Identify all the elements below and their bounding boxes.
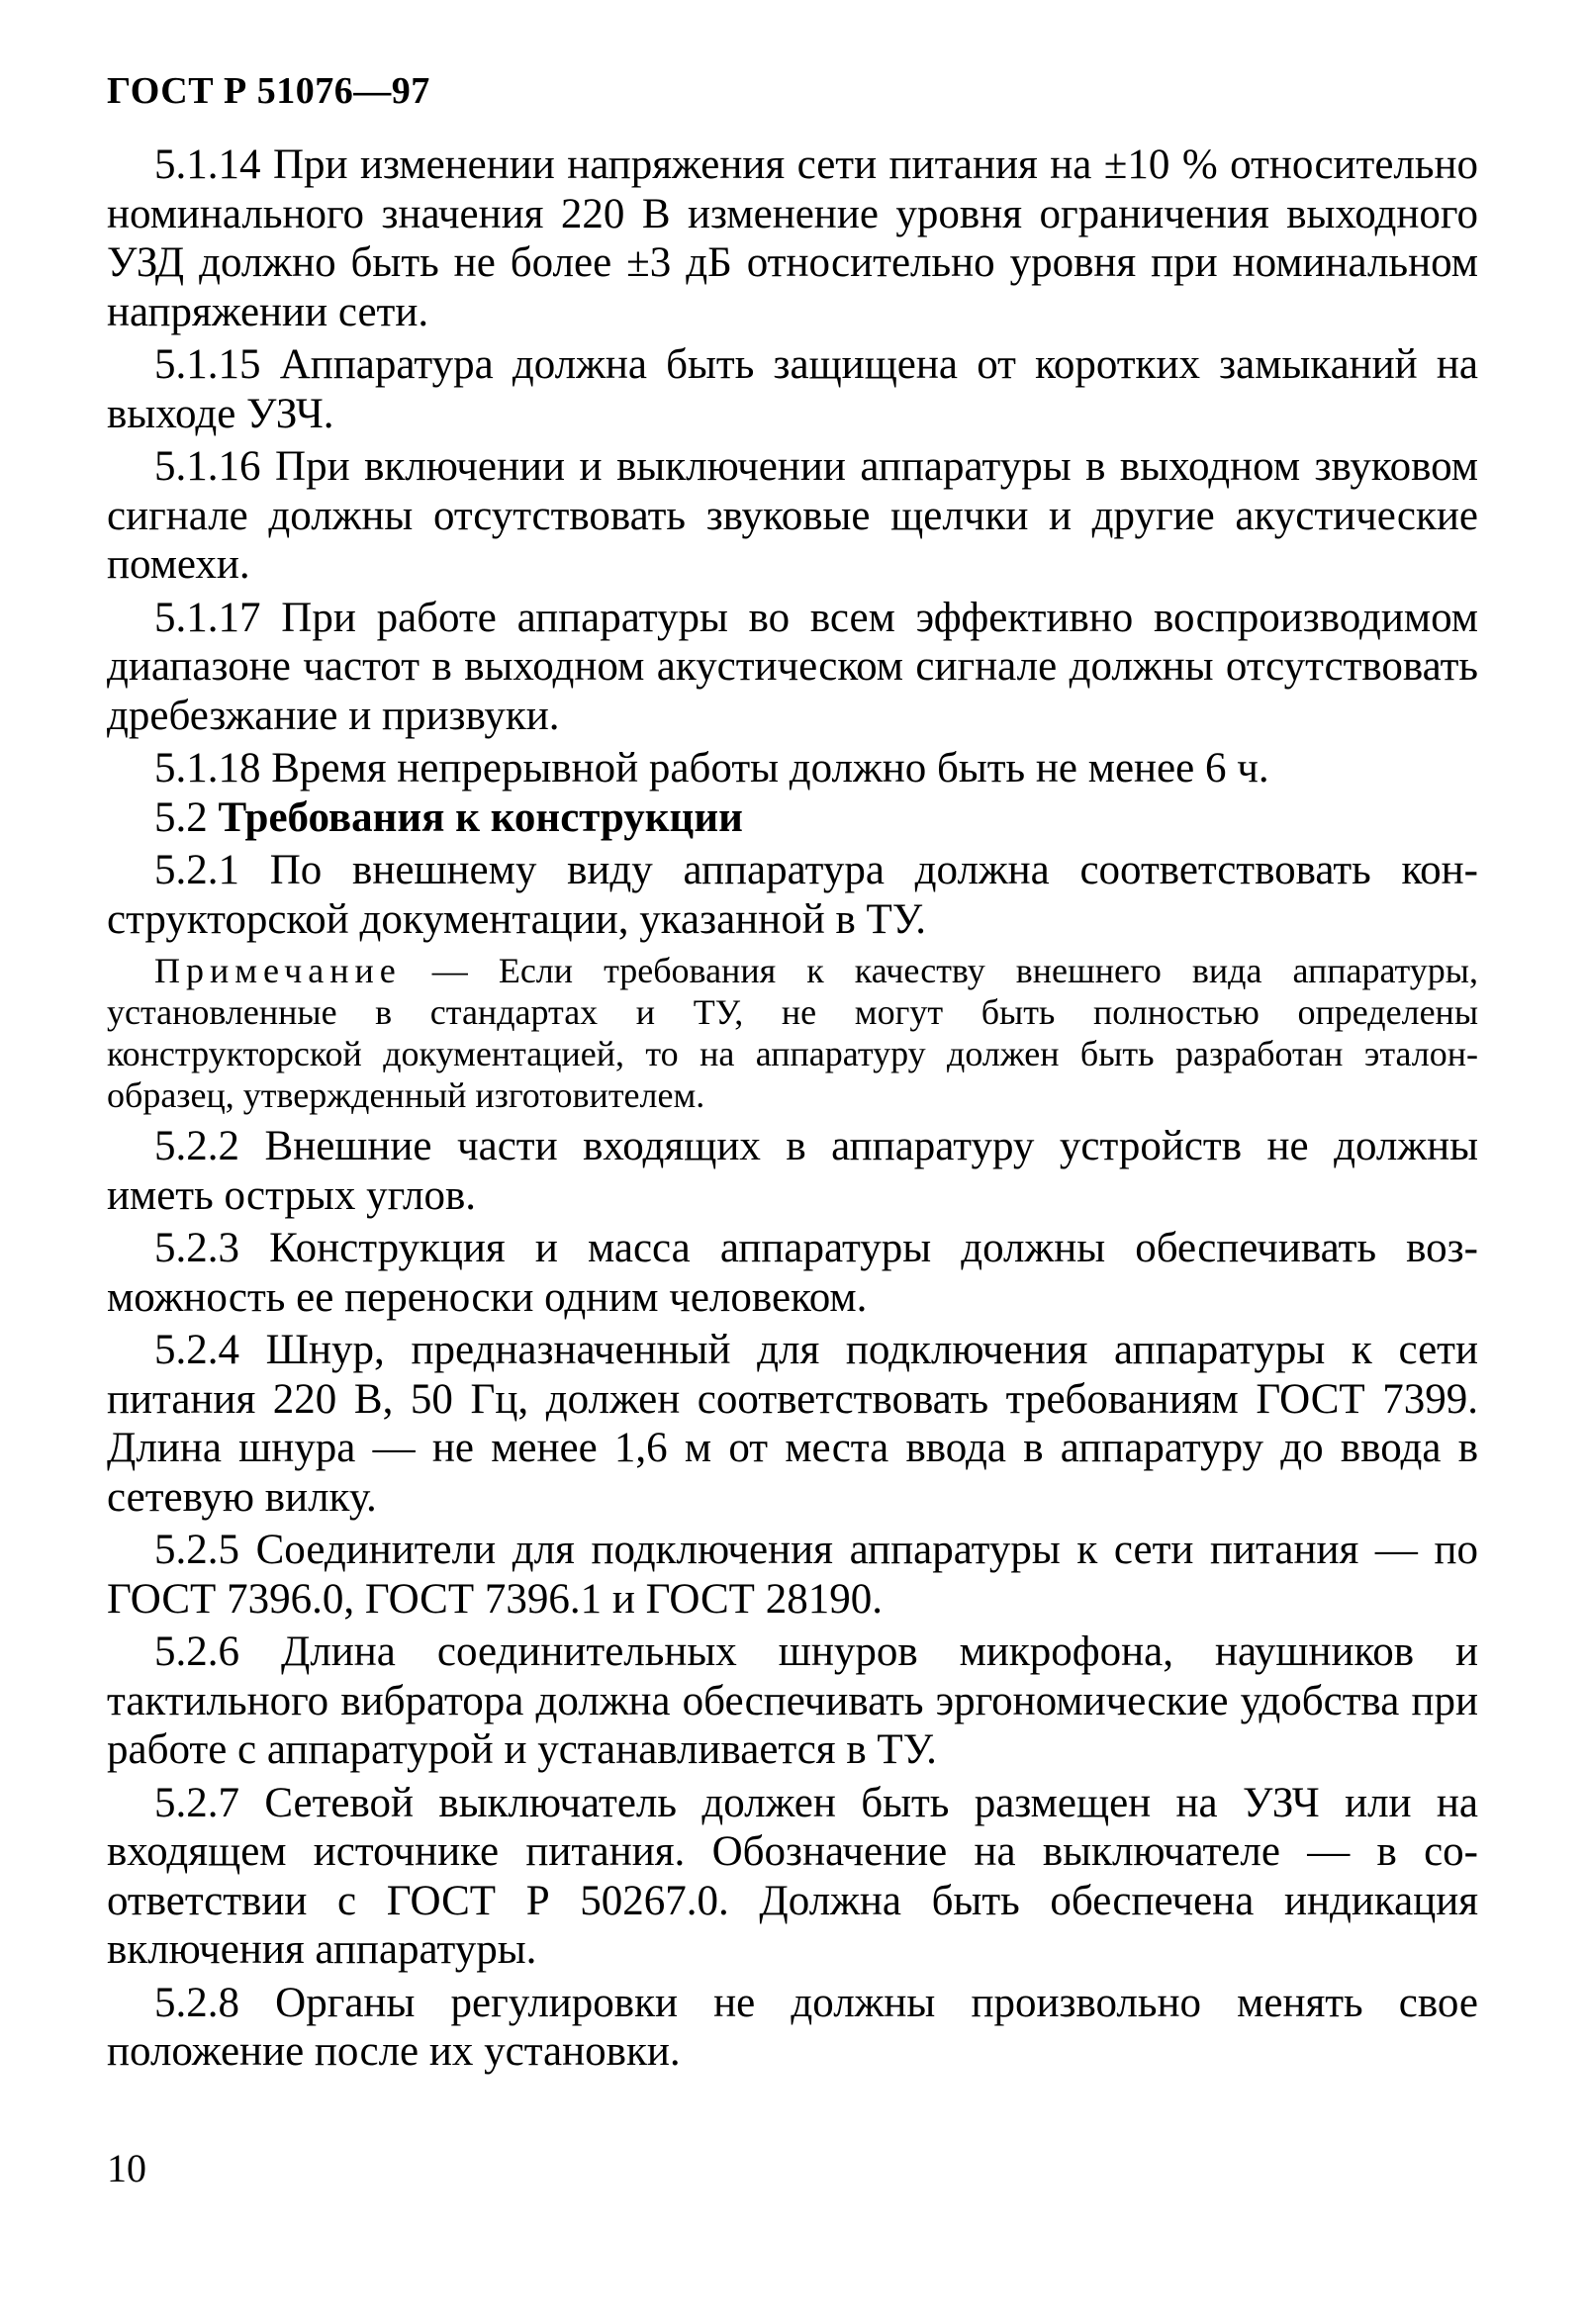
section-heading-number: 5.2 [154, 793, 208, 841]
section-heading-title: Требования к конструкции [218, 793, 743, 841]
section-heading-5-2 [107, 793, 1478, 843]
paragraph-5-2-7: 5.2.7 Сетевой выключатель должен быть размещен на УЗЧ или на входящем источнике питания. Обозначение на выключателе — в соответствии с ГОСТ Р 50267.0. Должна быть обеспечена индикация включения аппаратуры. [107, 1779, 1478, 1973]
paragraph-5-1-18: 5.1.18 Время непрерывной работы должно быть не менее 6 ч. [154, 745, 1269, 791]
paragraph-5-2-3: 5.2.3 Конструкция и масса аппаратуры должны обеспечивать возможность ее переноски одним человеком. [107, 1225, 1478, 1321]
paragraph-5-1-17: 5.1.17 При работе аппаратуры во всем эффективно воспроизводимом диапазоне частот в выходном акустическом сигнале должны отсутствовать дребезжание и призвуки. [107, 594, 1478, 739]
paragraph-5-2-4: 5.2.4 Шнур, предназначенный для подключения аппаратуры к сети питания 220 В, 50 Гц, должен соответствовать требованиям ГОСТ 7399. Длина шнура — не менее 1,6 м от места ввода в аппаратуру до ввода в сетевую вилку. [107, 1327, 1478, 1521]
note-text: — Если требования к качеству внешнего вида аппаратуры, установленные в стандартах и ТУ, не могут быть полностью определены конструкторской документацией, то на аппаратуру должен быть разработан эталон-образец, утвержденный изготовителем. [107, 951, 1478, 1115]
note-block [107, 950, 1478, 1116]
paragraph-5-2-1: 5.2.1 По внешнему виду аппаратура должна соответствовать конструкторской документации, указанной в ТУ. [107, 847, 1478, 943]
paragraph-5-2-5: 5.2.5 Соединители для подключения аппаратуры к сети питания — по ГОСТ 7396.0, ГОСТ 7396.1 и ГОСТ 28190. [107, 1527, 1478, 1623]
paragraph-5-2-2: 5.2.2 Внешние части входящих в аппаратуру устройств не должны иметь острых углов. [107, 1123, 1478, 1219]
paragraph-5-1-15: 5.1.15 Аппаратура должна быть защищена от коротких замыканий на выходе УЗЧ. [107, 341, 1478, 437]
paragraph-5-1-16: 5.1.16 При включении и выключении аппаратуры в выходном звуковом сигнале должны отсутствовать звуковые щелчки и другие акустические помехи. [107, 443, 1478, 588]
note-label: Примечание [154, 951, 402, 990]
standard-code-header: ГОСТ Р 51076—97 [107, 70, 430, 112]
paragraph-5-1-14: 5.1.14 При изменении напряжения сети питания на ±10 % относительно номинального значения 220 В изменение уровня ограничения выходного УЗД должно быть не более ±3 дБ относительно уровня при номинальном напряжении сети. [107, 141, 1478, 335]
document-body [107, 140, 1478, 2077]
paragraph-5-2-6: 5.2.6 Длина соединительных шнуров микрофона, наушников и тактильного вибратора должна обеспечивать эргономические удобства при работе с аппаратурой и устанавливается в ТУ. [107, 1628, 1478, 1773]
paragraph-5-2-8: 5.2.8 Органы регулировки не должны произвольно менять свое положение после их установки. [107, 1979, 1478, 2075]
page-number: 10 [107, 2146, 146, 2190]
